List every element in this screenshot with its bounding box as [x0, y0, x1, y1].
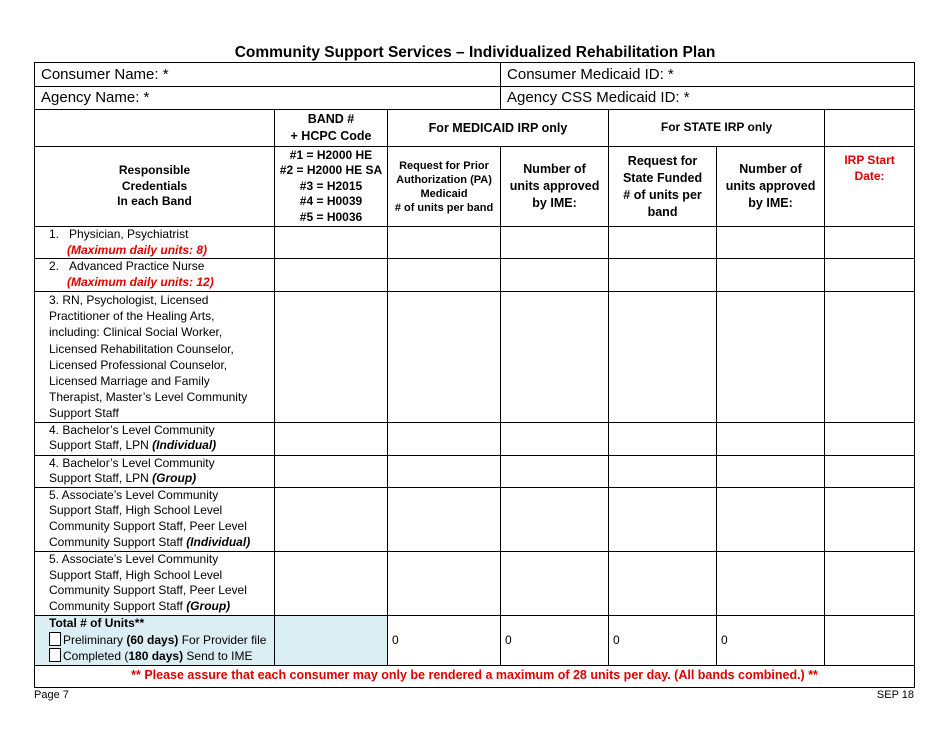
- header-blank-1: [35, 110, 275, 147]
- irp-table: [34, 62, 915, 688]
- cell-input[interactable]: [388, 259, 501, 292]
- cell-input[interactable]: [825, 259, 915, 292]
- cell-input[interactable]: [501, 422, 609, 455]
- cell-input[interactable]: [501, 292, 609, 423]
- cell-input[interactable]: [825, 487, 915, 551]
- total-state-request-value[interactable]: 0: [609, 616, 717, 666]
- cell-input[interactable]: [825, 292, 915, 423]
- cell-input[interactable]: [388, 487, 501, 551]
- cell-input[interactable]: [609, 551, 717, 615]
- page-title: Community Support Services – Individualized Rehabilitation Plan: [234, 44, 716, 61]
- header-blank-2: [825, 110, 915, 147]
- total-pa-value[interactable]: 0: [388, 616, 501, 666]
- cell-input[interactable]: [609, 455, 717, 487]
- band-5-group-label: 5. Associate’s Level Community Support Staff, High School Level Community Support Staff, Peer Level Community Support Staff (Group): [35, 551, 275, 615]
- cell-input[interactable]: [717, 455, 825, 487]
- cell-input[interactable]: [275, 422, 388, 455]
- consumer-medicaid-id-label: Consumer Medicaid ID: *: [507, 65, 674, 83]
- cell-input[interactable]: [388, 422, 501, 455]
- consumer-name-field[interactable]: [35, 63, 501, 87]
- cell-input[interactable]: [275, 487, 388, 551]
- responsible-credentials-header: Responsible Credentials In each Band: [35, 147, 275, 227]
- band-5-individual-label: 5. Associate’s Level Community Support Staff, High School Level Community Support Staff, Peer Level Community Support Staff (Individual): [35, 487, 275, 551]
- cell-input[interactable]: [717, 422, 825, 455]
- cell-input[interactable]: [388, 455, 501, 487]
- total-units-cell: Total # of Units** Preliminary (60 days) For Provider file Completed (180 days) Send to IME: [35, 616, 275, 666]
- state-irp-header: For STATE IRP only: [609, 110, 825, 147]
- hcpc-codes-header: #1 = H2000 HE #2 = H2000 HE SA #3 = H2015 #4 = H0039 #5 = H0036: [275, 147, 388, 227]
- table-row: [35, 259, 915, 292]
- total-units-label: Total # of Units**: [49, 616, 145, 630]
- preliminary-checkbox[interactable]: [49, 632, 61, 646]
- completed-checkbox[interactable]: [49, 648, 61, 662]
- cell-input[interactable]: [825, 227, 915, 259]
- total-row: [35, 616, 915, 666]
- table-row: [35, 227, 915, 259]
- band-1-label: 1. Physician, Psychiatrist (Maximum daily units: 8): [35, 227, 275, 259]
- page-number: Page 7: [34, 689, 69, 701]
- band-4-individual-label: 4. Bachelor’s Level Community Support Staff, LPN (Individual): [35, 422, 275, 455]
- cell-input[interactable]: [717, 292, 825, 423]
- cell-input[interactable]: [275, 259, 388, 292]
- cell-input[interactable]: [501, 259, 609, 292]
- cell-input[interactable]: [275, 551, 388, 615]
- total-state-ime-value[interactable]: 0: [717, 616, 825, 666]
- cell-input[interactable]: [717, 259, 825, 292]
- cell-input[interactable]: [275, 292, 388, 423]
- consumer-name-label: Consumer Name: *: [41, 65, 169, 83]
- cell-input[interactable]: [717, 551, 825, 615]
- state-units-approved-header: Number of units approved by IME:: [717, 147, 825, 227]
- state-funded-request-header: Request for State Funded # of units per band: [609, 147, 717, 227]
- cell-input[interactable]: [609, 227, 717, 259]
- total-ime-value[interactable]: 0: [501, 616, 609, 666]
- cell-input[interactable]: [501, 551, 609, 615]
- cell-input[interactable]: [609, 292, 717, 423]
- cell-input[interactable]: [717, 487, 825, 551]
- cell-input[interactable]: [825, 551, 915, 615]
- agency-name-label: Agency Name: *: [41, 89, 150, 107]
- cell-input[interactable]: [609, 422, 717, 455]
- agency-name-field[interactable]: [35, 87, 501, 110]
- cell-input[interactable]: [825, 422, 915, 455]
- medicaid-units-approved-header: Number of units approved by IME:: [501, 147, 609, 227]
- cell-input[interactable]: [825, 455, 915, 487]
- band-2-label: 2. Advanced Practice Nurse (Maximum daily units: 12): [35, 259, 275, 292]
- medicaid-irp-header: For MEDICAID IRP only: [388, 110, 609, 147]
- revision-date: SEP 18: [876, 689, 914, 701]
- agency-css-medicaid-id-field[interactable]: [501, 87, 915, 110]
- cell-input[interactable]: [388, 227, 501, 259]
- total-blank-cell: [275, 616, 388, 666]
- cell-input[interactable]: [275, 227, 388, 259]
- agency-css-medicaid-id-label: Agency CSS Medicaid ID: *: [507, 89, 690, 107]
- cell-input[interactable]: [388, 292, 501, 423]
- band-3-label: 3. RN, Psychologist, Licensed Practitioner of the Healing Arts, including: Clinical Social Worker, Licensed Rehabilitation Counselor, Licensed Professional Counselor, Licensed Marriage and Family Therapist, Master’s Level Community Support Staff: [35, 292, 275, 423]
- daily-maximum-notice: ** Please assure that each consumer may only be rendered a maximum of 28 units per day. (All bands combined.) **: [35, 665, 915, 687]
- consumer-medicaid-id-field[interactable]: [501, 63, 915, 87]
- cell-input[interactable]: [609, 487, 717, 551]
- band-header: BAND # + HCPC Code: [275, 110, 388, 147]
- total-irp-blank: [825, 616, 915, 666]
- band-4-group-label: 4. Bachelor’s Level Community Support Staff, LPN (Group): [35, 455, 275, 487]
- cell-input[interactable]: [609, 259, 717, 292]
- table-row: [35, 422, 915, 455]
- cell-input[interactable]: [501, 487, 609, 551]
- irp-start-date-header: IRP Start Date:: [825, 147, 915, 227]
- cell-input[interactable]: [388, 551, 501, 615]
- cell-input[interactable]: [501, 455, 609, 487]
- table-row: [35, 487, 915, 551]
- table-row: [35, 292, 915, 423]
- table-row: [35, 455, 915, 487]
- cell-input[interactable]: [717, 227, 825, 259]
- cell-input[interactable]: [275, 455, 388, 487]
- prior-authorization-header: Request for Prior Authorization (PA) Medicaid # of units per band: [388, 147, 501, 227]
- table-row: [35, 551, 915, 615]
- cell-input[interactable]: [501, 227, 609, 259]
